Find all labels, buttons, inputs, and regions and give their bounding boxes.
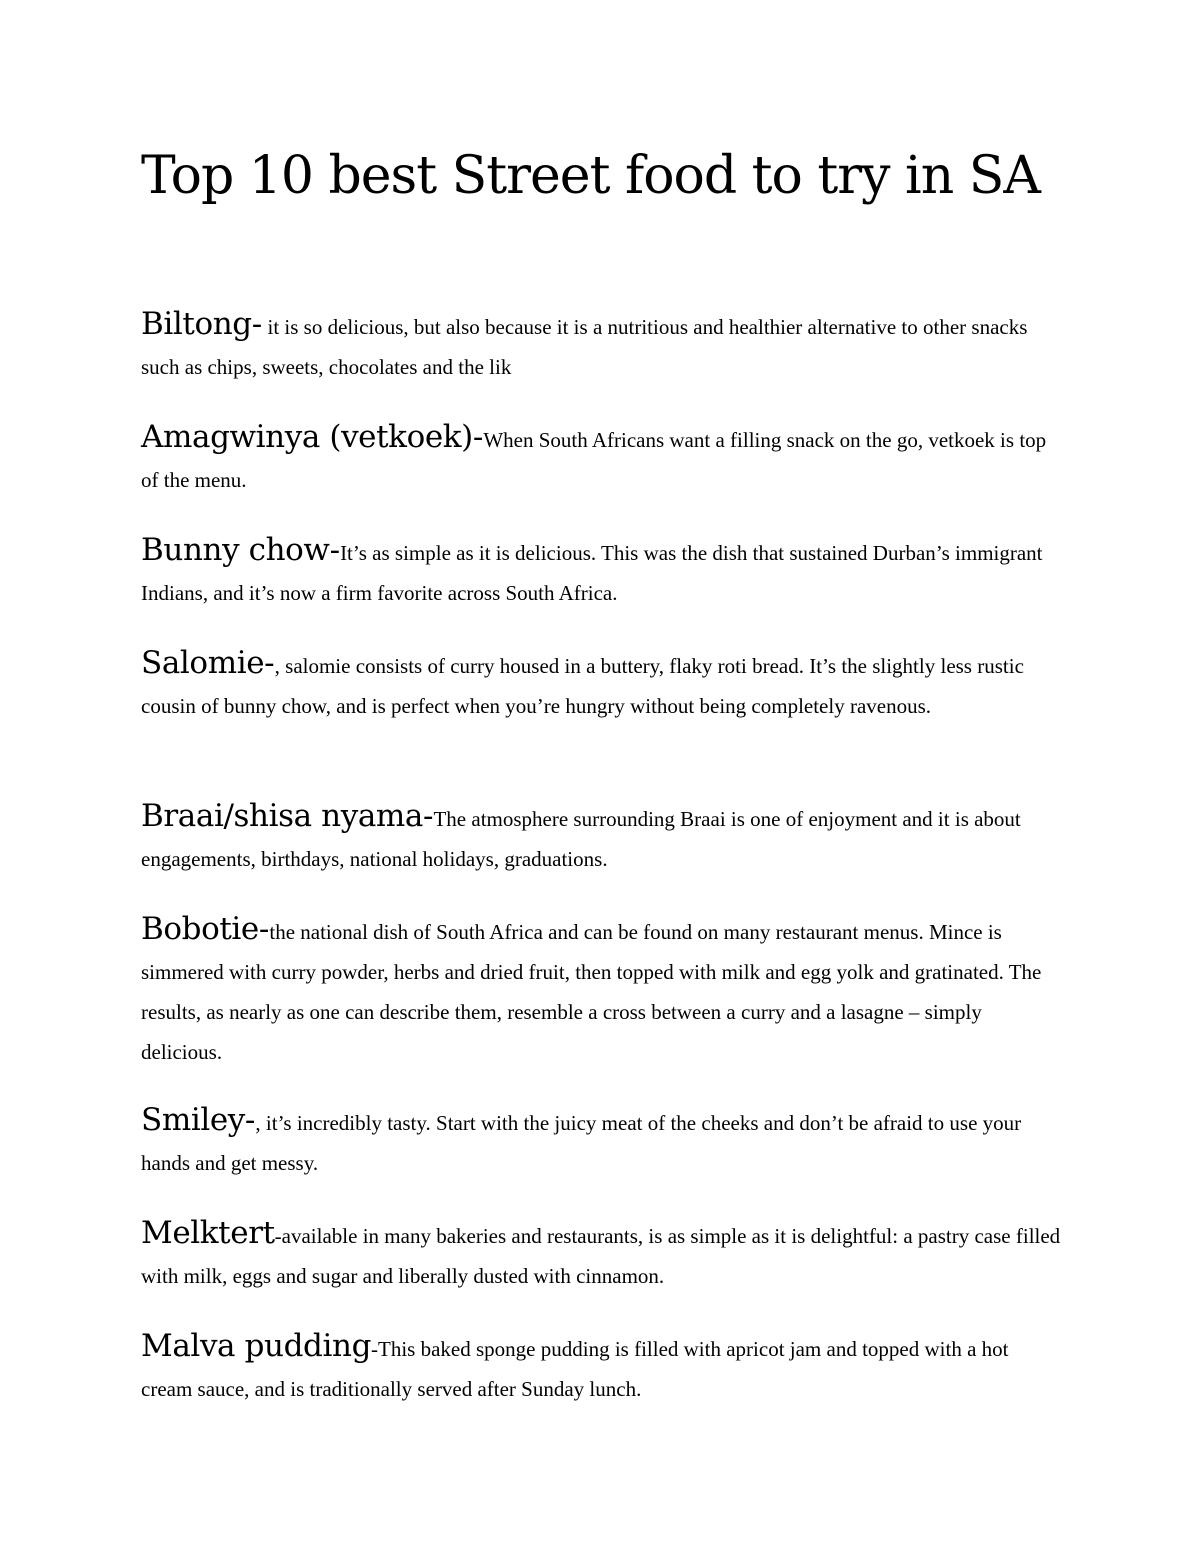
entry-separator: -	[264, 645, 275, 681]
entry-description: When South Africans want a filling snack on the go, vetkoek is top of the menu.	[141, 428, 1047, 492]
entry-separator: -	[472, 419, 484, 455]
entry-description: -This baked sponge pudding is filled with apricot jam and topped with a hot cream sauce, and is traditionally served after Sunday lunch.	[141, 1337, 1009, 1401]
entry-melktert	[141, 1213, 1061, 1296]
entry-biltong	[141, 304, 1061, 387]
entry-salomie	[141, 643, 1061, 726]
entry-name: Melktert	[141, 1215, 275, 1251]
entry-name: Braai/shisa nyama	[141, 798, 423, 834]
entry-description: the national dish of South Africa and can be found on many restaurant menus. Mince is simmered with curry powder, herbs and dried fruit, then topped with milk and egg yolk and gratinated. The results, as nearly as one can describe them, resemble a cross between a curry and a lasagne – simply delicious.	[141, 920, 1042, 1064]
entry-bunny-chow	[141, 530, 1061, 613]
entry-bobotie	[141, 909, 1061, 1072]
entry-description: , salomie consists of curry housed in a buttery, flaky roti bread. It’s the slightly less rustic cousin of bunny chow, and is perfect when you’re hungry without being completely ravenous.	[141, 654, 1024, 718]
entry-separator: -	[251, 306, 263, 342]
entry-description: , it’s incredibly tasty. Start with the juicy meat of the cheeks and don’t be afraid to use your hands and get messy.	[141, 1111, 1022, 1175]
entry-name: Biltong	[141, 306, 252, 342]
entry-description: it is so delicious, but also because it is a nutritious and healthier alternative to other snacks such as chips, sweets, chocolates and the lik	[141, 315, 1028, 379]
entry-name: Amagwinya (vetkoek)	[141, 419, 473, 455]
entry-braai	[141, 796, 1061, 879]
entry-malva-pudding	[141, 1326, 1061, 1409]
entry-smiley	[141, 1100, 1061, 1183]
entry-name: Bunny chow	[141, 532, 330, 568]
entry-name: Smiley	[141, 1102, 245, 1138]
entry-separator: -	[244, 1102, 256, 1138]
entry-description: The atmosphere surrounding Braai is one of enjoyment and it is about engagements, birthdays, national holidays, graduations.	[141, 807, 1021, 871]
entry-name: Bobotie	[141, 911, 259, 947]
entry-separator: -	[258, 911, 270, 947]
entry-separator: -	[329, 532, 341, 568]
entry-amagwinya	[141, 417, 1061, 500]
entry-separator: -	[423, 798, 434, 834]
entry-name: Malva pudding	[141, 1328, 372, 1364]
entry-description: It’s as simple as it is delicious. This was the dish that sustained Durban’s immigrant Indians, and it’s now a firm favorite across South Africa.	[141, 541, 1043, 605]
entry-name: Salomie	[141, 645, 265, 681]
entry-description: -available in many bakeries and restaurants, is as simple as it is delightful: a pastry case filled with milk, eggs and sugar and liberally dusted with cinnamon.	[141, 1224, 1061, 1288]
document-title: Top 10 best Street food to try in SA	[141, 146, 1040, 206]
